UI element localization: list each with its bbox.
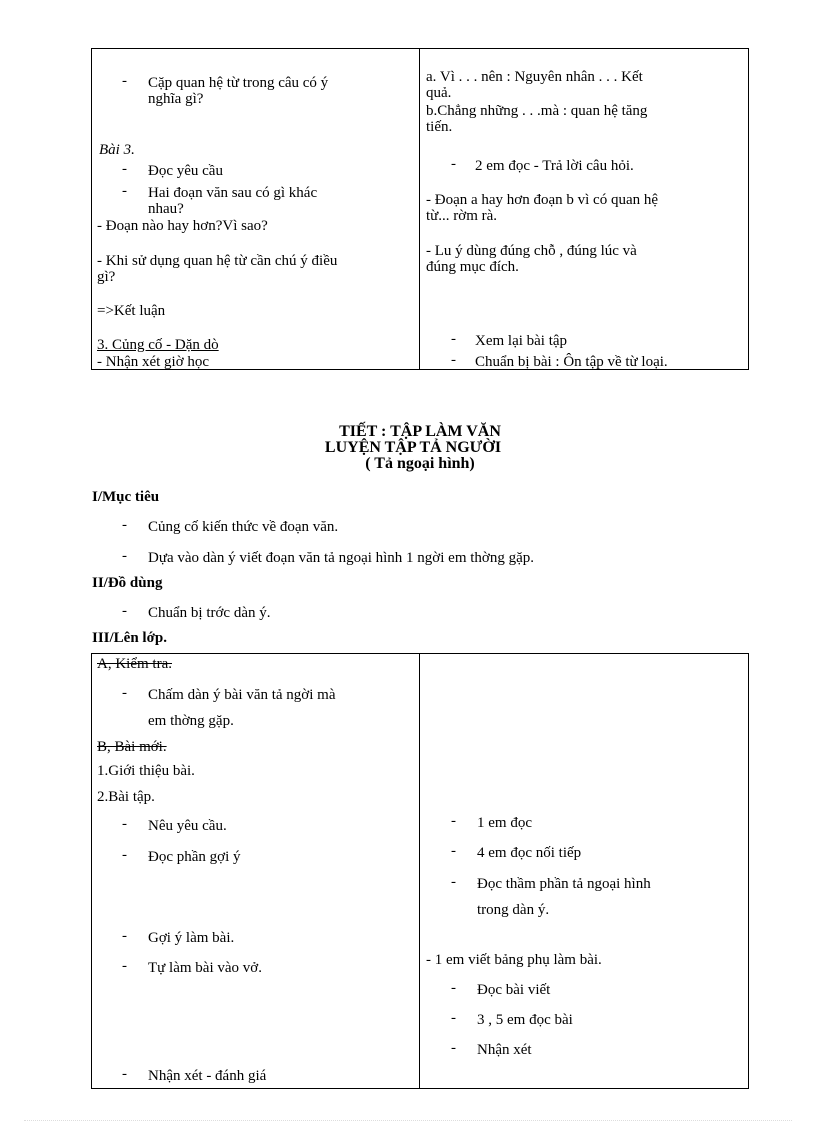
answer-line: từ... rờm rà.: [426, 208, 498, 224]
dash: -: [122, 603, 127, 619]
activity-item: Đọc phần gợi ý: [148, 849, 241, 865]
answer-line: - Lu ý dùng đúng chỗ , đúng lúc và: [426, 243, 637, 259]
dash: -: [451, 352, 456, 368]
dash: -: [451, 156, 456, 172]
answer-line: a. Vì . . . nên : Nguyên nhân . . . Kết: [426, 69, 643, 85]
dash: -: [122, 685, 127, 701]
remark: - Nhận xét giờ học: [97, 354, 210, 370]
activity-item: em thờng gặp.: [148, 713, 234, 729]
table-2-divider: [419, 654, 420, 1088]
dash: -: [122, 161, 127, 177]
answer-line: Chuẩn bị bài : Ôn tập về từ loại.: [475, 354, 668, 370]
question-line: - Khi sử dụng quan hệ từ cần chú ý điều: [97, 253, 338, 269]
dash: -: [122, 928, 127, 944]
dash: -: [451, 980, 456, 996]
dash: -: [122, 548, 127, 564]
activity-item: Chấm dàn ý bài văn tả ngời mà: [148, 687, 336, 703]
question-line: gì?: [97, 269, 116, 285]
conclusion: =>Kết luận: [97, 303, 166, 319]
activity-item: 2.Bài tập.: [97, 789, 155, 805]
student-activity: 3 , 5 em đọc bài: [477, 1012, 573, 1028]
activity-item: Nêu yêu cầu.: [148, 818, 227, 834]
section-materials-title: II/Đồ dùng: [92, 575, 163, 591]
dash: -: [451, 843, 456, 859]
list-item: nhau?: [148, 201, 184, 217]
dash: -: [451, 331, 456, 347]
lesson-heading-line-2: LUYỆN TẬP TẢ NGƯỜI: [324, 439, 502, 456]
activity-item: Nhận xét - đánh giá: [148, 1068, 267, 1084]
question-line: Cặp quan hệ từ trong câu có ý: [148, 75, 329, 91]
student-activity: trong dàn ý.: [477, 902, 550, 918]
answer-line: 2 em đọc - Trả lời câu hỏi.: [475, 158, 634, 174]
page-bottom-rule: [24, 1120, 792, 1121]
answer-line: - Đoạn a hay hơn đoạn b vì có quan hệ: [426, 192, 659, 208]
student-activity: Đọc thầm phần tả ngoại hình: [477, 876, 651, 892]
dash: -: [122, 958, 127, 974]
section-objectives-title: I/Mục tiêu: [92, 489, 160, 505]
answer-line: Xem lại bài tập: [475, 333, 568, 349]
objective-item: Củng cố kiến thức về đoạn văn.: [148, 519, 339, 535]
section-consolidate: 3. Củng cố - Dặn dò: [97, 337, 219, 353]
student-activity: Đọc bài viết: [477, 982, 551, 998]
dash: -: [122, 73, 127, 89]
student-activity: - 1 em viết bảng phụ làm bài.: [426, 952, 602, 968]
lesson-heading-line-1: TIẾT : TẬP LÀM VĂN: [339, 423, 501, 440]
student-activity: 4 em đọc nối tiếp: [477, 845, 582, 861]
answer-line: tiến.: [426, 119, 453, 135]
activity-item: Tự làm bài vào vở.: [148, 960, 262, 976]
dash: -: [122, 816, 127, 832]
student-activity: Nhận xét: [477, 1042, 532, 1058]
dash: -: [122, 183, 127, 199]
part-b-title: B, Bài mới.: [97, 739, 167, 755]
answer-line: b.Chẳng những . . .mà : quan hệ tăng: [426, 103, 648, 119]
part-a-title: A, Kiểm tra.: [97, 656, 172, 672]
answer-line: quả.: [426, 85, 452, 101]
answer-line: đúng mục đích.: [426, 259, 519, 275]
dash: -: [122, 517, 127, 533]
dash: -: [451, 813, 456, 829]
section-procedure-title: III/Lên lớp.: [92, 630, 167, 646]
dash: -: [122, 1066, 127, 1082]
student-activity: 1 em đọc: [477, 815, 532, 831]
activity-item: Gợi ý làm bài.: [148, 930, 235, 946]
exercise-3-title: Bài 3.: [99, 142, 135, 158]
activity-item: 1.Giới thiệu bài.: [97, 763, 195, 779]
dash: -: [451, 1010, 456, 1026]
dash: -: [122, 847, 127, 863]
objective-item: Dựa vào dàn ý viết đoạn văn tả ngoại hình 1 ngời em thờng gặp.: [148, 550, 534, 566]
material-item: Chuẩn bị trớc dàn ý.: [148, 605, 271, 621]
list-item: Đọc yêu cầu: [148, 163, 223, 179]
table-1-divider: [419, 49, 420, 369]
question-line: nghĩa gì?: [148, 91, 204, 107]
question-line: - Đoạn nào hay hơn?Vì sao?: [97, 218, 268, 234]
list-item: Hai đoạn văn sau có gì khác: [148, 185, 318, 201]
dash: -: [451, 874, 456, 890]
dash: -: [451, 1040, 456, 1056]
lesson-heading-line-3: ( Tả ngoại hình): [365, 455, 475, 472]
